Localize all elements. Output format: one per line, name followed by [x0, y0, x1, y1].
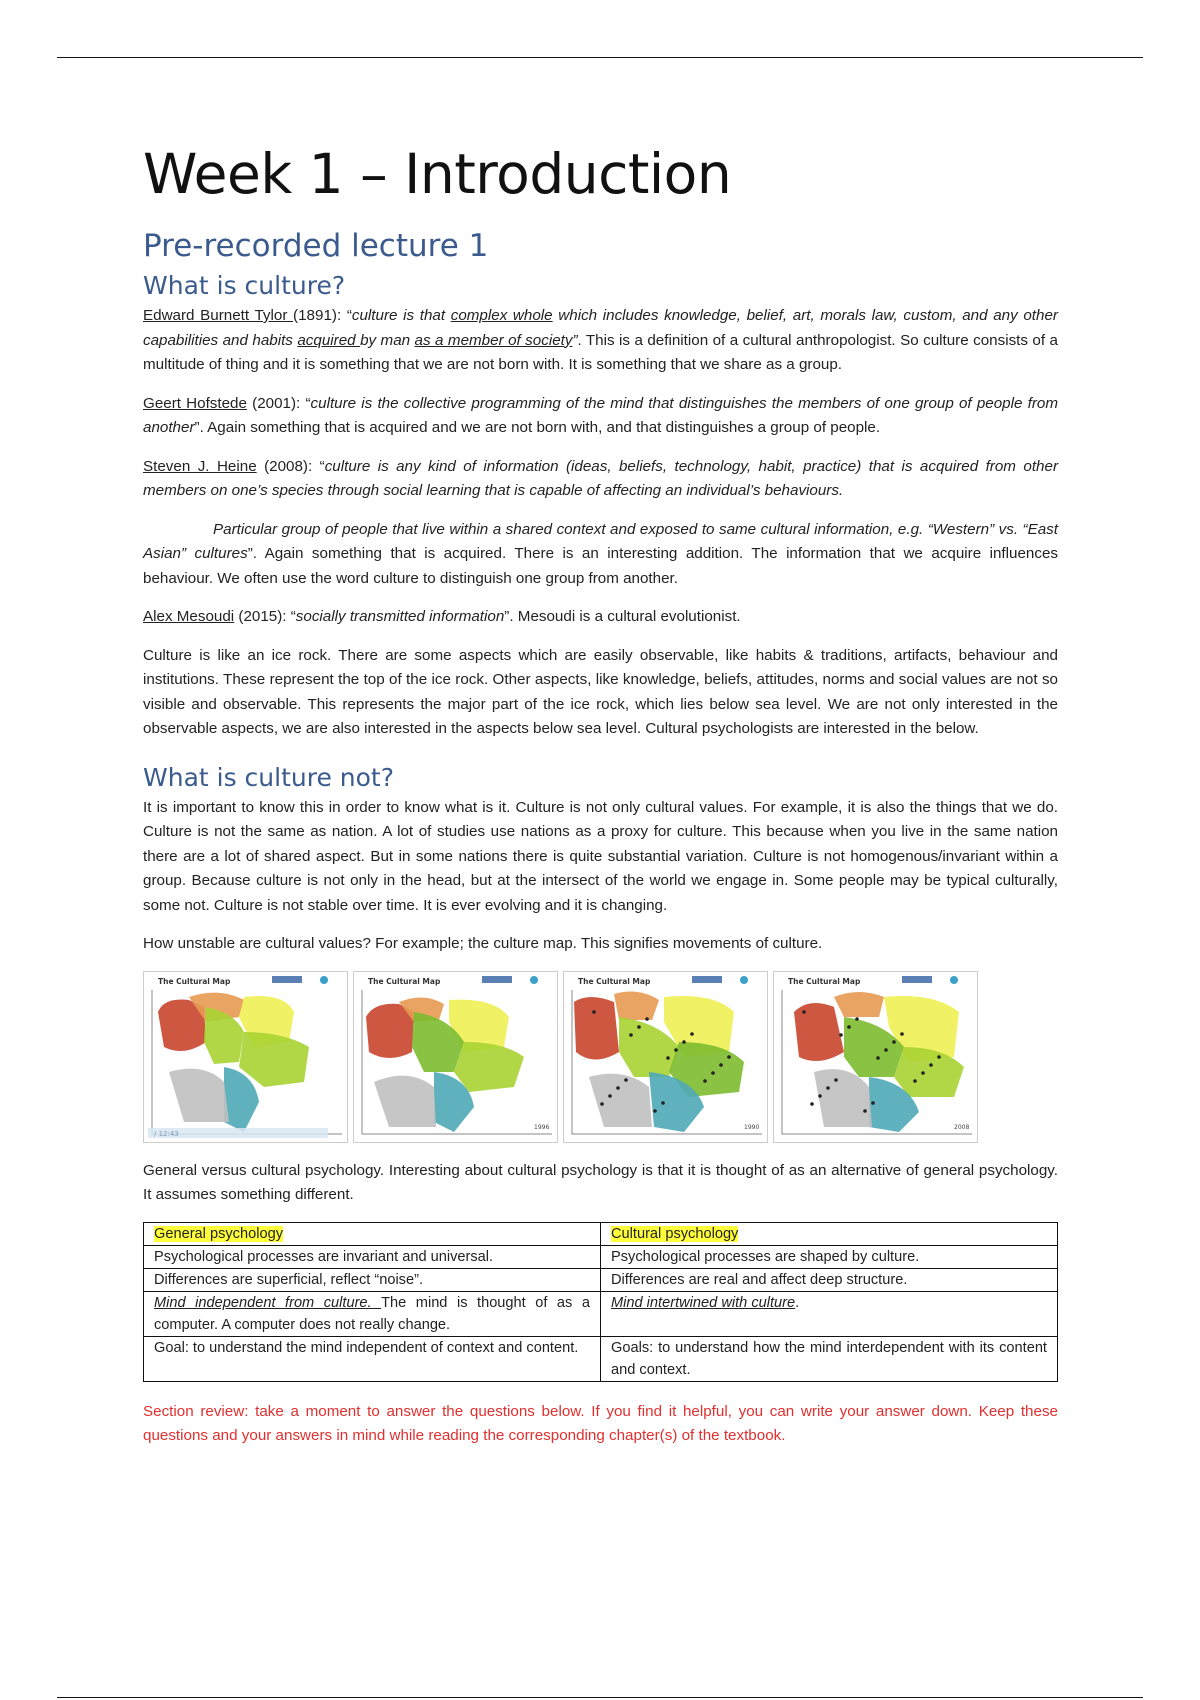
map-country-dot — [629, 1033, 633, 1037]
map-country-dot — [674, 1048, 678, 1052]
culture-not-paragraph: It is important to know this in order to know what is it. Culture is not only cultural values. For example, it is also the things that we do. Culture is not the same as nation. A lot of studies use nations as a proxy for culture. This because when you live in the same nation there are a lot of shared aspect. But in some nations there is quite substantial variation. Culture is not homogenous/invariant within a group. Because culture is not only in the head, but at the intersect of the world we engage in. Some people may be typical culturally, some not. Culture is not stable over time. It is ever evolving and it is changing. — [143, 798, 1058, 914]
map-country-dot — [624, 1078, 628, 1082]
hofstede-definition: Geert Hofstede (2001): “culture is the collective programming of the mind that distinguishes the members of one group of people from another”. Again something that is acquired and we are not born with, and that distinguishes a group of people. — [143, 394, 1059, 436]
globe-logo-icon — [740, 976, 748, 984]
lecture-heading: Pre-recorded lecture 1 — [143, 228, 489, 264]
map-year: 2008 — [954, 1123, 970, 1131]
table-cell: Differences are real and affect deep structure. — [601, 1268, 1058, 1291]
table-row — [144, 1222, 1058, 1245]
map-country-dot — [892, 1040, 896, 1044]
map-region — [374, 1075, 436, 1126]
table-row — [144, 1291, 1058, 1336]
wvs-logo-icon — [482, 976, 512, 983]
wvs-logo-icon — [692, 976, 722, 983]
section-heading-what-is-culture-not: What is culture not? — [143, 762, 395, 792]
map-region — [589, 1073, 652, 1126]
table-cell: Mind independent from culture. The mind is thought of as a computer. A computer does not really change. — [144, 1291, 601, 1336]
heine-definition: Steven J. Heine (2008): “culture is any kind of information (ideas, beliefs, technology, habit, practice) that is acquired from other members on one’s species through social learning that is capable of affecting an individual’s behaviours. — [143, 457, 1059, 499]
table-row — [144, 1245, 1058, 1268]
map-country-dot — [884, 1048, 888, 1052]
map-country-dot — [661, 1101, 665, 1105]
table-cell: Psychological processes are shaped by culture. — [601, 1245, 1058, 1268]
map-title: The Cultural Map — [578, 976, 651, 986]
map-country-dot — [900, 1032, 904, 1036]
globe-logo-icon — [530, 976, 538, 984]
map-country-dot — [802, 1010, 806, 1014]
cultural-map-strip — [143, 971, 1058, 1143]
section-heading-what-is-culture: What is culture? — [143, 271, 346, 300]
map-country-dot — [863, 1109, 867, 1113]
map-region — [239, 1032, 309, 1087]
psychology-comparison-table — [143, 1222, 1058, 1382]
map-country-dot — [600, 1102, 604, 1106]
map-country-dot — [703, 1079, 707, 1083]
map-country-dot — [637, 1025, 641, 1029]
map-title: The Cultural Map — [368, 976, 441, 986]
map-region — [814, 1069, 872, 1127]
map-title: The Cultural Map — [788, 976, 861, 986]
table-row — [144, 1268, 1058, 1291]
map-country-dot — [839, 1033, 843, 1037]
section-review-note: Section review: take a moment to answer the questions below. If you find it helpful, you can write your answer down. Keep these questions and your answers in mind while reading the corresponding chapter(s) of the textbook. — [143, 1402, 1058, 1444]
bottom-rule — [57, 1697, 1143, 1698]
map-country-dot — [921, 1071, 925, 1075]
heine-continuation: Particular group of people that live within a shared context and exposed to same cultural information, e.g. “Western” vs. “East Asian” cultures”. Again something that is acquired. There is an interesting addition. The information that we acquire influences behaviour. We often use the word culture to distinguish one group from another. — [143, 520, 1058, 587]
cultural-map-image — [353, 971, 558, 1143]
ice-rock-paragraph: Culture is like an ice rock. There are some aspects which are easily observable, like habits & traditions, artifacts, behaviour and institutions. These represent the top of the ice rock. Other aspects, like knowledge, beliefs, attitudes, norms and social values are not so visible and observable. This represents the major part of the ice rock, which lies below sea level. We are not only interested in the observable aspects, we are also interested in the aspects below sea level. Cultural psychologists are interested in the below. — [143, 646, 1058, 737]
map-region — [169, 1068, 229, 1121]
table-cell: Mind intertwined with culture. — [601, 1291, 1058, 1336]
cultural-map-graphic — [354, 972, 557, 1142]
map-region — [794, 1003, 844, 1061]
map-country-dot — [847, 1025, 851, 1029]
table-cell: Goals: to understand how the mind interdependent with its content and context. — [601, 1336, 1058, 1381]
map-country-dot — [913, 1079, 917, 1083]
map-country-dot — [608, 1094, 612, 1098]
header-general-psychology: General psychology — [154, 1225, 283, 1242]
page-title: Week 1 – Introduction — [143, 142, 732, 206]
culture-map-intro: How unstable are cultural values? For example; the culture map. This signifies movements of culture. — [143, 935, 823, 952]
map-country-dot — [719, 1063, 723, 1067]
map-country-dot — [690, 1032, 694, 1036]
map-country-dot — [727, 1055, 731, 1059]
cultural-map-image — [143, 971, 348, 1143]
map-year: 1996 — [534, 1123, 550, 1131]
cultural-map-graphic — [774, 972, 977, 1142]
map-country-dot — [711, 1071, 715, 1075]
author-tylor: Edward Burnett Tylor — [143, 307, 294, 324]
map-country-dot — [666, 1056, 670, 1060]
map-country-dot — [645, 1017, 649, 1021]
map-country-dot — [929, 1063, 933, 1067]
map-country-dot — [810, 1102, 814, 1106]
map-country-dot — [818, 1094, 822, 1098]
author-heine: Steven J. Heine — [143, 457, 257, 475]
author-mesoudi: Alex Mesoudi — [143, 608, 235, 625]
map-country-dot — [826, 1086, 830, 1090]
globe-logo-icon — [950, 976, 958, 984]
map-region — [614, 991, 659, 1019]
map-region — [834, 992, 884, 1017]
video-time-label: / 12:43 — [154, 1129, 179, 1138]
table-header-cell — [601, 1222, 1058, 1245]
cultural-map-graphic — [144, 972, 347, 1142]
table-row — [144, 1336, 1058, 1381]
table-cell: Goal: to understand the mind independent of context and content. — [144, 1336, 601, 1381]
table-header-cell — [144, 1222, 601, 1245]
map-region — [454, 1042, 524, 1092]
cultural-map-graphic — [564, 972, 767, 1142]
map-region — [574, 997, 619, 1060]
globe-logo-icon — [320, 976, 328, 984]
top-rule — [57, 57, 1143, 58]
cultural-map-image — [563, 971, 768, 1143]
wvs-logo-icon — [902, 976, 932, 983]
map-title: The Cultural Map — [158, 976, 231, 986]
map-year: 1990 — [744, 1123, 760, 1131]
header-cultural-psychology: Cultural psychology — [611, 1225, 739, 1242]
map-country-dot — [871, 1101, 875, 1105]
mesoudi-definition: Alex Mesoudi (2015): “socially transmitted information”. Mesoudi is a cultural evolutionist. — [143, 608, 741, 625]
map-country-dot — [834, 1078, 838, 1082]
map-country-dot — [937, 1055, 941, 1059]
wvs-logo-icon — [272, 976, 302, 983]
table-cell: Differences are superficial, reflect “noise”. — [144, 1268, 601, 1291]
map-country-dot — [682, 1040, 686, 1044]
author-hofstede: Geert Hofstede — [143, 394, 247, 412]
general-vs-cultural-paragraph: General versus cultural psychology. Interesting about cultural psychology is that it is thought of as an alternative of general psychology. It assumes something different. — [143, 1161, 1058, 1203]
tylor-definition: Edward Burnett Tylor (1891): “culture is that complex whole which includes knowledge, belief, art, morals law, custom, and any other capabilities and habits acquired by man as a member of society”. This is a definition of a cultural anthropologist. So culture consists of a multitude of thing and it is something that we are not born with. It is something that we share as a group. — [143, 307, 1058, 373]
map-country-dot — [653, 1109, 657, 1113]
map-country-dot — [592, 1010, 596, 1014]
table-cell: Psychological processes are invariant and universal. — [144, 1245, 601, 1268]
map-country-dot — [876, 1056, 880, 1060]
map-country-dot — [616, 1086, 620, 1090]
map-country-dot — [855, 1017, 859, 1021]
cultural-map-image — [773, 971, 978, 1143]
document-page — [143, 138, 1058, 1463]
